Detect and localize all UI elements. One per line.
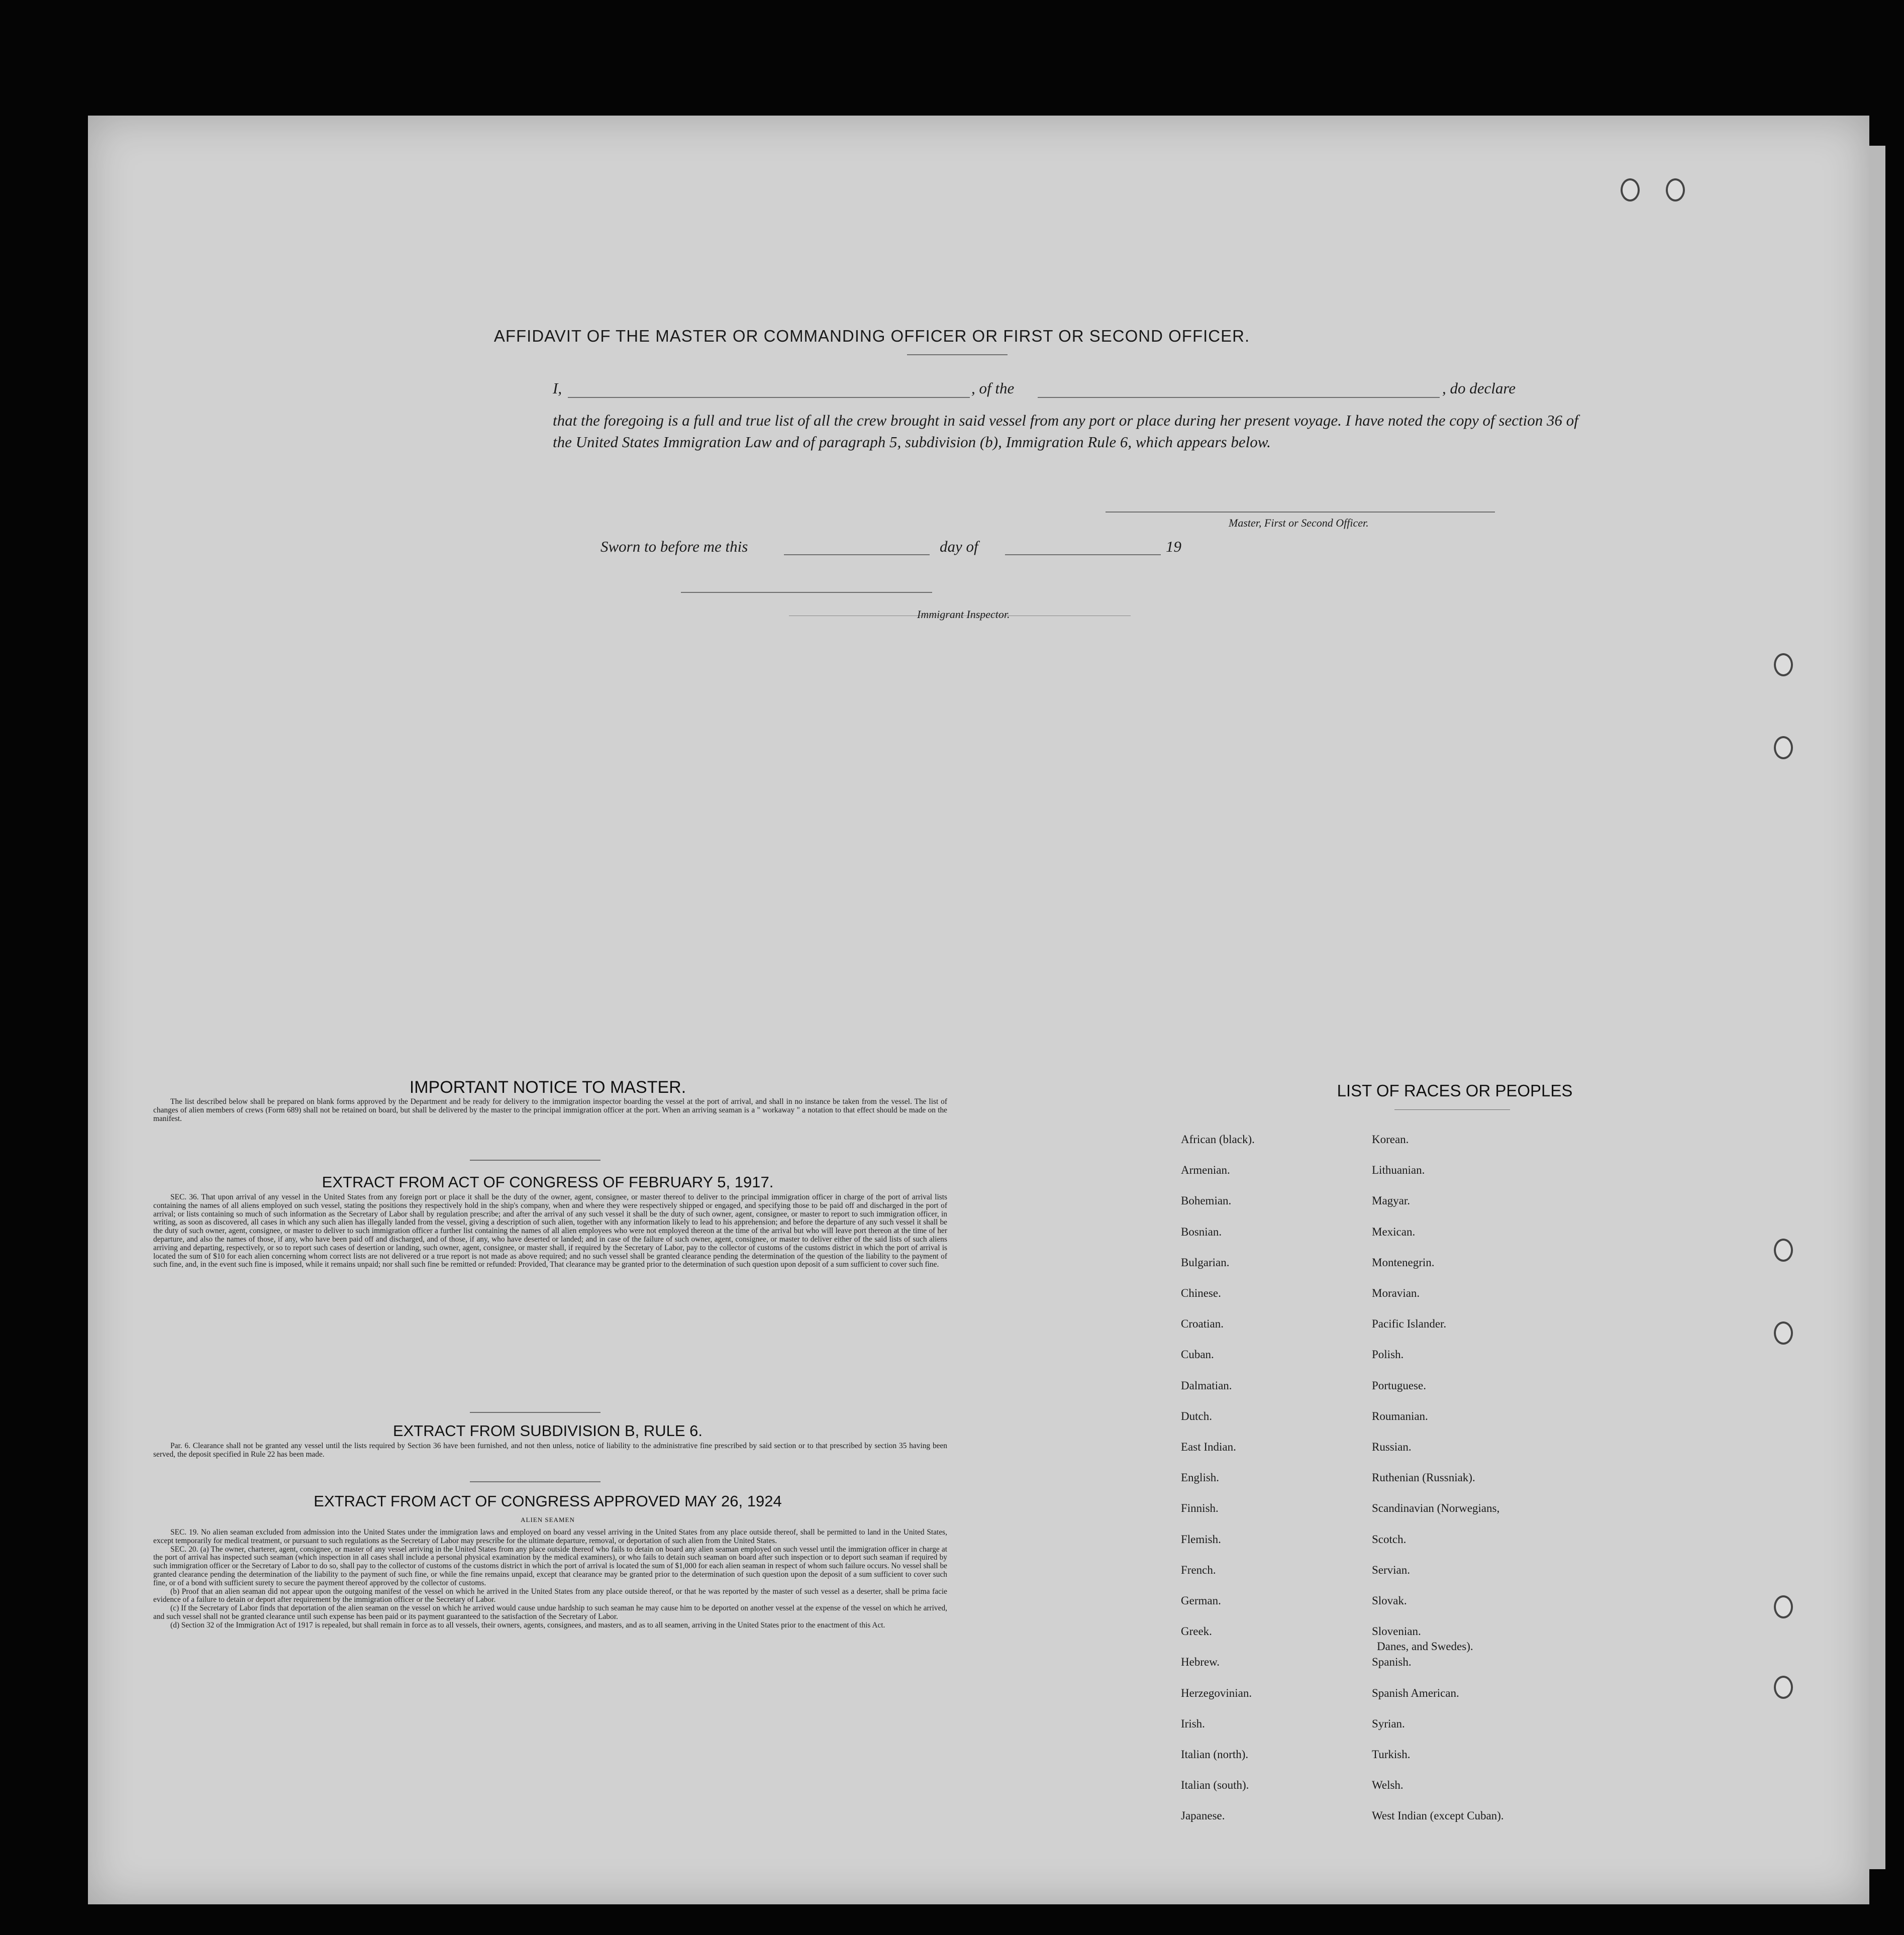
race-item: Bosnian. — [1181, 1225, 1222, 1238]
race-item: Finnish. — [1181, 1502, 1219, 1515]
affidavit-of-the-label: , of the — [971, 379, 1015, 397]
master-signature-caption: Master, First or Second Officer. — [1229, 517, 1369, 529]
race-item: Dalmatian. — [1181, 1379, 1232, 1392]
race-item: Moravian. — [1372, 1287, 1420, 1299]
sworn-day-of-label: day of — [940, 538, 978, 555]
extract-1924-paragraph: SEC. 19. No alien seaman excluded from admission into the United States under the immigration laws and employed on board any vessel arriving in the United States from any place outside thereof, shall be permitted to land in the United States, except temporarily for medical treatment, or pursuant to such regulations as the Secretary of Labor may prescribe for the ultimate departure, removal, or deportation of such alien from the United States. — [153, 1528, 947, 1545]
races-divider — [1394, 1109, 1510, 1110]
master-name-line[interactable] — [568, 397, 970, 398]
vessel-name-line[interactable] — [1038, 397, 1440, 398]
race-item: African (black). — [1181, 1133, 1255, 1146]
race-item: Scandinavian (Norwegians, — [1372, 1502, 1500, 1515]
race-item: Chinese. — [1181, 1287, 1221, 1299]
notice-title: IMPORTANT NOTICE TO MASTER. — [409, 1078, 686, 1097]
extract-rule6-title: EXTRACT FROM SUBDIVISION B, RULE 6. — [392, 1422, 703, 1440]
race-item: Japanese. — [1181, 1809, 1225, 1822]
extract-1917-text: SEC. 36. That upon arrival of any vessel in the United States from any foreign port or place it shall be the duty of the owner, agent, consignee, or master thereof to deliver to the principal immigration officer in charge of the port of arrival lists containing the names of all aliens employed on such vessel, stating the positions they respectively hold in the ship's company, when and where they were respectively shipped or engaged, and specifying those to be paid off and discharged in the port of arrival; or lists containing so much of such information as the Secretary of Labor shall by regulation prescribe; and after the arrival of any such vessel it shall be the duty of such owner, agent, consignee, or master to report to such immigration officer, in writing, as soon as discovered, all cases in which any such alien has illegally landed from the vessel, giving a description of such alien, together with any information likely to lead to his apprehension; and before the departure of any such vessel it shall be the duty of such owner, agent, consignee, or master to deliver to such immigration officer a further list containing the names of all alien employees who were not employed thereon at the time of the arrival but who will leave port thereon at the time of her departure, and also the names of those, if any, who have been paid off and discharged, and of those, if any, who have deserted or landed; and in case of the failure of such owner, agent, consignee, or master to deliver either of the said lists of such aliens arriving and departing, respectively, or so to report such cases of desertion or landing, such owner, agent, consignee, or master shall, if required by the Secretary of Labor, pay to the collector of customs of the customs district in which the port of arrival is located the sum of $10 for each alien concerning whom correct lists are not delivered or a true report is not made as above required; and no such vessel shall be granted clearance pending the determination of the question of the liability to the payment of such fine, and, in the event such fine is imposed, while it remains unpaid; nor shall such fine be remitted or refunded: Provided, That clearance may be granted prior to the determination of such question upon deposit of a sum sufficient to cover such fine. — [153, 1193, 947, 1269]
race-item: Dutch. — [1181, 1409, 1212, 1422]
race-item: Magyar. — [1372, 1194, 1411, 1207]
section-divider — [470, 1412, 600, 1413]
race-item: Croatian. — [1181, 1317, 1224, 1331]
race-item: French. — [1181, 1563, 1216, 1576]
affidavit-title: AFFIDAVIT OF THE MASTER OR COMMANDING OFFICER OR FIRST OR SECOND OFFICER. — [493, 327, 1250, 345]
title-divider — [907, 354, 1008, 355]
inspector-divider — [681, 592, 932, 593]
extract-1924-paragraph: (d) Section 32 of the Immigration Act of 1917 is repealed, but shall remain in force as to all vessels, their owners, agents, consignees, and masters, and as to all seamen, arriving in the United States prior to the enactment of this Act. — [170, 1620, 885, 1630]
binder-hole-icon — [1774, 653, 1793, 676]
race-item: Italian (north). — [1181, 1748, 1249, 1761]
race-item: Polish. — [1372, 1348, 1404, 1361]
race-item: Spanish. — [1372, 1656, 1412, 1669]
race-item: Portuguese. — [1372, 1379, 1426, 1392]
race-item: Irish. — [1181, 1717, 1205, 1730]
race-item: Slovenian. — [1372, 1625, 1421, 1638]
race-item: Roumanian. — [1372, 1409, 1428, 1422]
race-item: Cuban. — [1181, 1348, 1214, 1361]
binder-hole-icon — [1774, 1321, 1793, 1345]
sworn-year-label: 19 — [1166, 538, 1181, 555]
race-item: Greek. — [1181, 1625, 1212, 1638]
race-item: Hebrew. — [1181, 1656, 1220, 1669]
section-divider — [470, 1481, 600, 1482]
race-item: Pacific Islander. — [1372, 1317, 1447, 1331]
extract-1917-title: EXTRACT FROM ACT OF CONGRESS OF FEBRUARY 5, 1917. — [322, 1173, 774, 1191]
race-item: Bohemian. — [1181, 1194, 1232, 1207]
race-item: Slovak. — [1372, 1594, 1407, 1607]
sworn-label: Sworn to before me this — [600, 538, 748, 555]
binder-hole-icon — [1666, 178, 1685, 201]
race-item: Korean. — [1372, 1133, 1409, 1146]
race-item: Welsh. — [1372, 1779, 1404, 1792]
master-signature-line[interactable] — [1106, 512, 1495, 513]
race-item: German. — [1181, 1594, 1221, 1607]
race-item: Scotch. — [1372, 1533, 1407, 1546]
binder-hole-icon — [1621, 178, 1640, 201]
affidavit-i-label: I, — [553, 379, 562, 397]
document-page — [88, 116, 1869, 1904]
race-item: Syrian. — [1372, 1717, 1405, 1730]
race-item: East Indian. — [1181, 1441, 1236, 1453]
race-item: Italian (south). — [1181, 1779, 1249, 1792]
race-item: Lithuanian. — [1372, 1164, 1425, 1177]
sworn-month-line[interactable] — [1005, 554, 1161, 555]
sworn-date-line[interactable] — [784, 554, 930, 555]
race-item: Mexican. — [1372, 1225, 1416, 1238]
race-item: Flemish. — [1181, 1533, 1221, 1546]
race-item: English. — [1181, 1471, 1220, 1484]
race-item: Spanish American. — [1372, 1686, 1459, 1699]
affidavit-declare-label: , do declare — [1442, 379, 1516, 397]
race-item: Bulgarian. — [1181, 1256, 1230, 1269]
extract-1924-title: EXTRACT FROM ACT OF CONGRESS APPROVED MAY 26, 1924 — [314, 1492, 782, 1510]
races-title: LIST OF RACES OR PEOPLES — [1337, 1081, 1573, 1100]
extract-1924-subtitle: ALIEN SEAMEN — [521, 1516, 575, 1523]
race-item: Ruthenian (Russniak). — [1372, 1471, 1475, 1484]
notice-text: The list described below shall be prepared on blank forms approved by the Department and be ready for delivery to the immigration inspector boarding the vessel at the port of arrival, and shall in no instance be taken from the vessel. The list of changes of alien members of crews (Form 689) shall not be retained on board, but shall be delivered by the master to the principal immigration officer at the port. When an arriving seaman is a " workaway " a notation to that effect should be made on the manifest. — [153, 1097, 947, 1123]
extract-1924-text — [153, 1529, 947, 1630]
race-item: Herzegovinian. — [1181, 1686, 1252, 1699]
race-item: Armenian. — [1181, 1164, 1230, 1177]
extract-1924-paragraph: (b) Proof that an alien seaman did not appear upon the outgoing manifest of the vessel on which he arrived in the United States from any place outside thereof, or that he was reported by the master of such vessel as a deserter, shall be prima facie evidence of a failure to detain or deport after requirement by the immigration officer or the Secretary of Labor. — [153, 1587, 947, 1604]
binder-hole-icon — [1774, 736, 1793, 759]
extract-1924-paragraph: (c) If the Secretary of Labor finds that deportation of the alien seaman on the vessel on which he arrived would cause undue hardship to such seaman he may cause him to be deported on another vessel at the expense of the vessel on which he arrived, and such vessel shall not be granted clearance until such expense has been paid or its payment guaranteed to the satisfaction of the Secretary of Labor. — [153, 1604, 947, 1621]
extract-rule6-text: Par. 6. Clearance shall not be granted any vessel until the lists required by Section 36 have been furnished, and not then unless, notice of liability to the administrative fine prescribed by said section or to that prescribed by section 35 having been served, the deposit specified in Rule 22 has been made. — [153, 1442, 947, 1459]
binder-hole-icon — [1774, 1239, 1793, 1262]
race-item: Turkish. — [1372, 1748, 1411, 1761]
race-item: Montenegrin. — [1372, 1256, 1435, 1269]
inspector-caption: Immigrant Inspector. — [917, 608, 1010, 621]
race-item: West Indian (except Cuban). — [1372, 1809, 1504, 1822]
race-item: Russian. — [1372, 1441, 1412, 1453]
binder-hole-icon — [1774, 1595, 1793, 1618]
race-item: Servian. — [1372, 1563, 1411, 1576]
extract-1924-paragraph: SEC. 20. (a) The owner, charterer, agent, consignee, or master of any vessel arriving in the United States from any place outside thereof who fails to detain on board any alien seaman employed on such vessel until the immigration officer in charge at the port of arrival has inspected such seaman (which inspection in all cases shall include a personal physical examination by the medical examiners), or who fails to detain such seaman on board after such inspection or to deport such seaman if required by such immigration officer or the Secretary of Labor to do so, shall pay to the collector of customs of the customs district in which the port of arrival is located the sum of $1,000 for each alien seaman in respect of whom such failure occurs. No vessel shall be granted clearance pending the determination of the liability to the payment of such fine, or while the fine remains unpaid, except that clearance may be granted prior to the determination of such question upon the deposit of a sum sufficient to cover such fine, or of a bond with sufficient surety to secure the payment thereof approved by the collector of customs. — [153, 1545, 947, 1587]
section-divider — [470, 1160, 600, 1161]
binder-hole-icon — [1774, 1676, 1793, 1699]
affidavit-body: that the foregoing is a full and true list of all the crew brought in said vessel from any port or place during her present voyage. I have noted the copy of section 36 of the United States Immigration Law and of paragraph 5, subdivision (b), Immigration Rule 6, which appears below. — [553, 412, 1578, 451]
race-item-continuation: Danes, and Swedes). — [1377, 1640, 1473, 1653]
